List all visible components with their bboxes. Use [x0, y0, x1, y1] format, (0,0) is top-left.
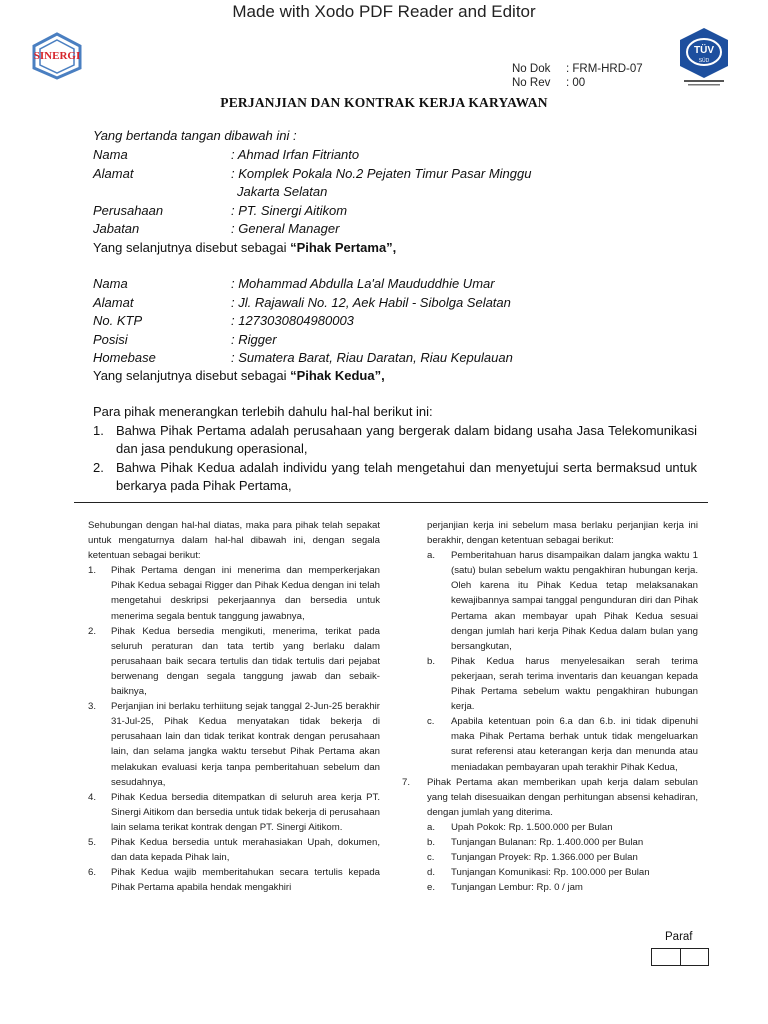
- clause-item: [88, 835, 380, 865]
- party-field-row: [93, 203, 347, 218]
- recital-item: [93, 459, 697, 495]
- clause-item: [88, 563, 380, 623]
- clause-number: 5.: [88, 836, 97, 848]
- paraf-box[interactable]: [651, 948, 709, 966]
- party-two-designation: “Pihak Kedua”,: [290, 368, 385, 383]
- wage-letter: e.: [427, 882, 436, 894]
- clause-item: [88, 624, 380, 699]
- party-field-row: [93, 221, 339, 236]
- party-field-label: Perusahaan: [93, 202, 164, 218]
- party-field-label: Jabatan: [93, 221, 140, 236]
- party-field-label: No. KTP: [93, 313, 143, 328]
- recital-number: 2.: [93, 460, 104, 475]
- party-field-label: Homebase: [93, 350, 156, 365]
- document-title: PERJANJIAN DAN KONTRAK KERJA KARYAWAN: [220, 95, 548, 110]
- party-field-label: Nama: [93, 147, 128, 162]
- termination-conditions: [402, 548, 698, 774]
- party-field-label: Nama: [93, 276, 128, 291]
- party-field-row: [93, 276, 495, 291]
- party-field-value: : 1273030804980003: [231, 313, 354, 328]
- sub-item-letter: a.: [427, 550, 436, 562]
- party-field-row: [93, 184, 327, 199]
- sub-item-text: Pemberitahuan harus disampaikan dalam jangka waktu 1 (satu) bulan sebelum waktu pengakhiran hubungan kerja. Oleh karena itu Pihak Kedua tetap melaksanakan kewajibannya sampai tanggal pengunduran diri dan Pihak Pertama akan membayar upah Pihak Kedua sesuai dengan jumlah hari kerja Pihak Kedua dalam bulan yang bersangkutan,: [451, 550, 698, 652]
- recital-item: [93, 422, 697, 458]
- party-field-value: : PT. Sinergi Aitikom: [231, 202, 348, 218]
- clause-text: Perjanjian ini berlaku terhiitung sejak tanggal 2-Jun-25 berakhir 31-Jul-25, Pihak Kedua menyatakan tidak bekerja di perusahaan lain dan tidak terikat kontrak dengan perusahaan lain, dan selama jangka waktu tersebut Pihak Pertama akan melakukan evaluasi kerja tanpa pemberitahuan sebelum dan sesudahnya,: [111, 701, 380, 788]
- sinergi-logo: [28, 32, 86, 80]
- party-field-value: : Jl. Rajawali No. 12, Aek Habil - Sibolga Selatan: [231, 294, 511, 310]
- intro-text: Yang bertanda tangan dibawah ini :: [93, 128, 297, 143]
- doc-revision-label: No Rev: [512, 77, 551, 89]
- sub-item-letter: c.: [427, 716, 435, 728]
- sub-item-letter: b.: [427, 655, 436, 667]
- wage-item: [427, 850, 698, 865]
- party-two-closing: [93, 368, 385, 383]
- party-field-label: Posisi: [93, 331, 128, 347]
- wage-text: Tunjangan Komunikasi: Rp. 100.000 per Bulan: [451, 867, 650, 879]
- wage-list: [402, 820, 698, 895]
- recitals-lead: Para pihak menerangkan terlebih dahulu hal-hal berikut ini:: [93, 404, 433, 419]
- party-field-row: [93, 295, 511, 310]
- clause-item: [88, 865, 380, 895]
- clause-number: 7.: [402, 776, 411, 788]
- sub-item: [427, 548, 698, 654]
- party-field-row: [93, 147, 359, 162]
- section-divider: [74, 502, 708, 503]
- clause-text: Pihak Pertama dengan ini menerima dan memperkerjakan Pihak Kedua sebagai Rigger dan Pihak Kedua dengan ini telah mengetahui deskripsi pekerjaannya dan bersedia untuk menerima segala bentuk tanggung jawabnya,: [111, 565, 380, 622]
- wage-letter: d.: [427, 867, 436, 879]
- wage-text: Upah Pokok: Rp. 1.500.000 per Bulan: [451, 821, 613, 833]
- tuv-sud-logo: [676, 26, 732, 90]
- clause-text: Pihak Kedua bersedia mengikuti, menerima, terikat pada seluruh peraturan dan tata tertib yang berlaku dalam perusahaan baik secara tertulis dan tidak tertulis dari pejabat berwenang dengan segala tanggung jawab dan sebaik-baiknya,: [111, 625, 380, 698]
- wage-item: [427, 835, 698, 850]
- clause-item: [402, 775, 698, 820]
- clause-item: [88, 790, 380, 835]
- party-field-row: [93, 350, 513, 365]
- clause-number: 3.: [88, 701, 97, 713]
- clause-text: Pihak Kedua bersedia untuk merahasiakan Upah, dokumen, dan data kepada Pihak lain,: [111, 836, 380, 864]
- party-one-closing: [93, 240, 396, 255]
- wage-text: Tunjangan Proyek: Rp. 1.366.000 per Bulan: [451, 852, 638, 864]
- right-column: [402, 518, 698, 895]
- clause-text: Pihak Kedua bersedia ditempatkan di seluruh area kerja PT. Sinergi Aitikom dan bersedia untuk tidak bekerja di perusahaan lain selama terikat kontrak dengan PT. Sinergi Aitikom.: [111, 791, 380, 833]
- party-one-closing-prefix: Yang selanjutnya disebut sebagai: [93, 240, 291, 255]
- sub-item: [427, 714, 698, 774]
- party-field-value: : Ahmad Irfan Fitrianto: [231, 147, 360, 162]
- clause-number: 1.: [88, 565, 97, 577]
- party-field-value: : Rigger: [231, 331, 277, 347]
- wage-item: [427, 820, 698, 835]
- clause-number: 2.: [88, 625, 97, 637]
- wage-letter: a.: [427, 821, 436, 833]
- clause-item: [88, 699, 380, 790]
- party-field-row: [93, 313, 354, 328]
- left-column: [88, 518, 380, 895]
- doc-number: [512, 63, 643, 75]
- party-field-value: Jakarta Selatan: [237, 184, 328, 199]
- doc-revision-value: : 00: [566, 77, 586, 89]
- doc-revision: [512, 77, 585, 89]
- recital-text: Bahwa Pihak Kedua adalah individu yang telah mengetahui dan menyetujui serta bermaksud untuk berkarya pada Pihak Pertama,: [116, 460, 697, 493]
- wage-text: Tunjangan Bulanan: Rp. 1.400.000 per Bulan: [451, 836, 644, 848]
- party-field-row: [93, 166, 531, 181]
- clause-continuation: perjanjian kerja ini sebelum masa berlaku perjanjian kerja ini berakhir, dengan ketentuan sebagai berikut:: [427, 520, 698, 547]
- paraf-label: Paraf: [665, 931, 693, 943]
- sub-item-text: Apabila ketentuan poin 6.a dan 6.b. ini tidak dipenuhi maka Pihak Pertama berhak untuk tidak mengeluarkan surat referensi atau keterangan kerja dan menunda atau meniadakan pembayaran upah terakhir Pihak Kedua,: [451, 716, 698, 773]
- party-field-value: : General Manager: [231, 221, 340, 236]
- wage-letter: c.: [427, 852, 435, 864]
- party-field-row: [93, 332, 277, 347]
- clause-number: 6.: [88, 867, 97, 879]
- party-field-value: : Mohammad Abdulla La'al Maududdhie Umar: [231, 276, 495, 291]
- party-field-label: Alamat: [93, 165, 134, 181]
- clause-text: Pihak Kedua wajib memberitahukan secara tertulis kepada Pihak Pertama apabila hendak mengakhiri: [111, 867, 380, 894]
- party-one-designation: “Pihak Pertama”,: [290, 240, 397, 255]
- xodo-banner: Made with Xodo PDF Reader and Editor: [232, 2, 536, 21]
- svg-text:SÜD: SÜD: [698, 58, 710, 64]
- svg-text:TÜV: TÜV: [694, 45, 714, 56]
- sub-item-text: Pihak Kedua harus menyelesaikan serah terima pekerjaan, serah terima inventaris dan keuangan kepada Pihak Pertama sebelum waktu pengakhiran hubungan kerja.: [451, 655, 698, 713]
- paraf-box-divider: [680, 949, 681, 965]
- clause-text: Pihak Pertama akan memberikan upah kerja dalam sebulan yang telah disesuaikan dengan perhitungan absensi kehadiran, dengan jumlah yang diterima.: [427, 776, 698, 818]
- recital-text: Bahwa Pihak Pertama adalah perusahaan yang bergerak dalam bidang usaha Jasa Telekomunikasi dan jasa pendukung operasional,: [116, 423, 697, 456]
- svg-text:SINERGI: SINERGI: [33, 50, 81, 62]
- clause-number: 4.: [88, 791, 97, 803]
- recital-number: 1.: [93, 423, 104, 438]
- party-two-closing-prefix: Yang selanjutnya disebut sebagai: [93, 368, 291, 383]
- clauses-lead: Sehubungan dengan hal-hal diatas, maka para pihak telah sepakat untuk mengaturnya dalam hal-hal dibawah ini, dengan segala ketentuan sebagai berikut:: [88, 520, 380, 562]
- party-field-label: Alamat: [93, 294, 134, 310]
- wage-item: [427, 865, 698, 880]
- doc-number-label: No Dok: [512, 63, 551, 75]
- party-field-value: : Sumatera Barat, Riau Daratan, Riau Kepulauan: [231, 350, 513, 365]
- wage-text: Tunjangan Lembur: Rp. 0 / jam: [451, 882, 583, 894]
- party-field-value: : Komplek Pokala No.2 Pejaten Timur Pasar Minggu: [231, 165, 532, 181]
- wage-letter: b.: [427, 836, 436, 848]
- sub-item: [427, 654, 698, 714]
- wage-item: [427, 880, 698, 895]
- doc-number-value: : FRM-HRD-07: [566, 63, 643, 75]
